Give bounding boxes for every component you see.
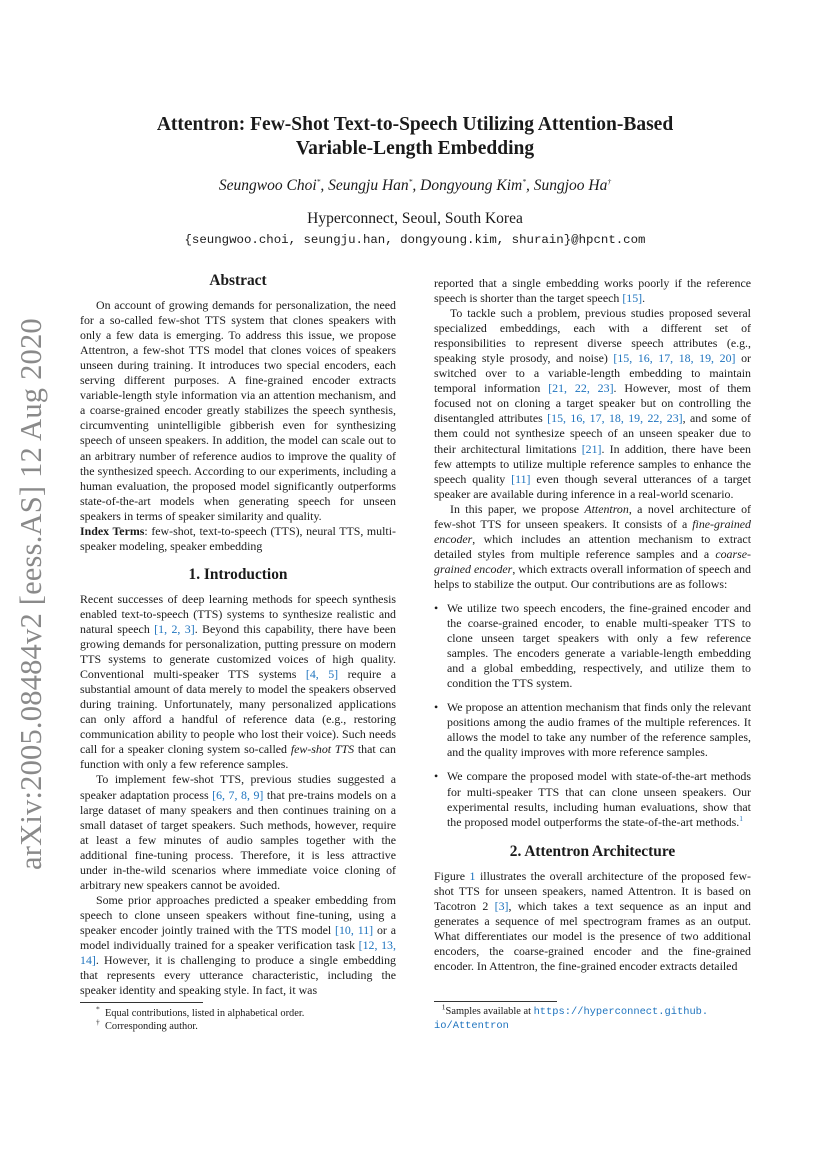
text-run: illustrates the overall architecture of the proposed few-shot TTS for unseen speakers, named Attentron. It is based on Tacotron 2 — [434, 868, 751, 913]
author-3: Dongyoung Kim — [420, 177, 523, 194]
citation-link[interactable]: [21] — [581, 441, 602, 456]
footnote-equal-contribution — [96, 1004, 305, 1020]
architecture-paragraph-1 — [434, 869, 751, 974]
citation-link[interactable]: [15, 16, 17, 18, 19, 20] — [613, 351, 736, 366]
citation-link[interactable]: [6, 7, 8, 9] — [212, 787, 264, 802]
emphasis: Attentron — [584, 501, 629, 516]
arxiv-identifier-stamp — [4, 318, 58, 870]
text-run: . However, it is challenging to produce a single embedding that represents every utterance characteristic, including the speaker identity and speaking style. In fact, it was — [80, 953, 396, 998]
bullet-marker: • — [434, 769, 439, 784]
equal-contribution-mark: * — [408, 176, 413, 186]
samples-url-link[interactable]: io/Attentron — [434, 1020, 509, 1032]
text-run: Figure — [434, 868, 470, 883]
architecture-heading: 2. Attentron Architecture — [509, 842, 676, 860]
footnote-rule-left — [80, 1002, 203, 1003]
text-run: even though several utterances of a target speaker are available during inference in a real-world scenario. — [434, 471, 751, 501]
footnote-text: Corresponding author. — [104, 1021, 198, 1032]
intro-paragraph-3-continued — [434, 276, 751, 306]
footnote-text: Samples available at — [445, 1006, 534, 1017]
citation-link[interactable]: [10, 11] — [335, 922, 374, 937]
figure-link[interactable]: 1 — [469, 868, 476, 883]
citation-link[interactable]: [11] — [511, 471, 531, 486]
footnote-samples — [434, 1002, 752, 1033]
contribution-bullet — [434, 601, 751, 691]
index-terms — [80, 524, 396, 554]
emphasis: few-shot TTS — [290, 742, 355, 757]
text-run: . However, most of them focused not on cloning a target speaker but on controlling the disentangled attributes — [434, 381, 751, 426]
equal-contribution-mark: * — [522, 176, 526, 186]
text-run: , which takes a text sequence as an input and generates a sequence of mel spectrogram frames as an output. What differentiates our model is the presence of two additional encoders, the coarse-grained encoder and the fine-grained encoder. In Attentron, the fine-grained encoder extracts detailed — [434, 898, 752, 973]
author-4: Sungjoo Ha — [533, 177, 608, 194]
intro-paragraph-3 — [80, 893, 396, 998]
emphasis: fine-grained encoder — [434, 516, 751, 546]
index-terms-label: Index Terms — [80, 523, 145, 538]
affiliation: Hyperconnect, Seoul, South Korea — [307, 210, 523, 227]
text-run: reported that a single embedding works poorly if the reference speech is shorter than the target speech — [434, 276, 751, 306]
samples-url-link[interactable]: https://hyperconnect.github. — [533, 1006, 709, 1018]
text-run: require a substantial amount of data merely to model the speakers observed during training. Unfortunately, many personalized applications can only afford a handful of reference data (e.g., restoring communication ability to people who lost their voice). Such needs call for a speaker cloning system so-called — [80, 667, 396, 757]
citation-link[interactable]: [1, 2, 3] — [154, 621, 195, 636]
intro-paragraph-5 — [434, 502, 751, 592]
citation-link[interactable]: [4, 5] — [305, 667, 339, 682]
contribution-bullet — [434, 769, 751, 829]
bullet-marker: • — [434, 700, 439, 715]
footnote-link[interactable]: 1 — [739, 813, 743, 823]
citation-link[interactable]: [21, 22, 23] — [548, 381, 614, 396]
intro-paragraph-2 — [80, 772, 396, 892]
arxiv-id-text: arXiv:2005.08484v2 [eess.AS] 12 Aug 2020 — [14, 318, 48, 870]
text-run: that can function with only a few reference samples. — [80, 742, 397, 772]
citation-link[interactable]: [3] — [494, 898, 509, 913]
footnote-mark: † — [96, 1017, 100, 1027]
text-run: , which includes an attention mechanism to extract detailed styles from multiple reference samples and a — [434, 531, 751, 561]
footnote-rule-right — [434, 1001, 557, 1002]
emphasis: coarse-grained encoder — [434, 546, 751, 576]
citation-link[interactable]: [12, 13, 14] — [80, 937, 396, 968]
paper-title — [80, 113, 750, 161]
author-emails: {seungwoo.choi, seungju.han, dongyoung.kim, shurain}@hpcnt.com — [184, 233, 646, 247]
author-list: Seungwoo Choi*, Seungju Han*, Dongyoung Kim*, Sungjoo Ha† — [218, 176, 612, 194]
footnote-corresponding-author — [96, 1017, 198, 1033]
footnote-mark: 1 — [441, 1002, 446, 1012]
author-1: Seungwoo Choi — [218, 177, 317, 194]
corresponding-author-mark: † — [607, 176, 612, 186]
text-run: or a model individually trained for a speaker verification task — [80, 922, 396, 952]
bullet-text: We compare the proposed model with state-of-the-art methods for multi-speaker TTS that can clone unseen speakers. Our experimental results, including human evaluations, show that the proposed model outperforms the state-of-the-art methods. — [447, 769, 751, 829]
bullet-marker: • — [434, 600, 439, 615]
text-run: , and some of them could not synthesize speech of an unseen speaker due to their architectural limitations — [434, 411, 751, 456]
text-run: that pre-trains models on a large dataset of many speakers and then continues training on a small dataset of target speakers. Such methods, however, require at least a few minutes of audio samples together with the additional fine-tuning process. Therefore, it is less attractive under in-the-wild scenarios where immediate voice cloning of arbitrary new speakers cannot be avoided. — [80, 787, 396, 892]
title-line-1: Attentron: Few-Shot Text-to-Speech Utilizing Attention-Based — [156, 114, 674, 135]
text-run: Recent successes of deep learning methods for speech synthesis enabled text-to-speech (TTS) systems to synthesize realistic and natural speech — [80, 591, 396, 636]
text-run: To tackle such a problem, previous studies proposed several specialized embeddings, each with a different set of responsibilities to represent diverse speech attributes (e.g., speaking style prosody, and noise) — [434, 306, 751, 366]
text-run: or switched over to a variable-length embedding to maintain temporal information — [434, 351, 751, 396]
bullet-text: We utilize two speech encoders, the fine-grained encoder and the coarse-grained encoder, to enable multi-speaker TTS to clone unseen target speakers with only a few reference samples. The encoders generate a variable-length embedding and a global embedding, respectively, and utilize them to condition the TTS system. — [447, 600, 751, 691]
intro-paragraph-4 — [434, 306, 751, 502]
text-run: . — [642, 291, 646, 306]
author-2: Seungju Han — [328, 177, 409, 194]
abstract-heading: Abstract — [209, 272, 267, 289]
citation-link[interactable]: [15] — [622, 291, 643, 306]
footnote-text: Equal contributions, listed in alphabetical order. — [104, 1008, 305, 1019]
text-run: . In addition, there have been few attempts to utilize multiple reference samples to enhance the speech quality — [434, 441, 751, 486]
title-line-2: Variable-Length Embedding — [295, 138, 535, 159]
citation-link[interactable]: [15, 16, 17, 18, 19, 22, 23] — [547, 411, 683, 426]
index-terms-text: : few-shot, text-to-speech (TTS), neural TTS, multi-speaker modeling, speaker embedding — [80, 523, 396, 553]
text-run: , a novel architecture of few-shot TTS for unseen speakers. It consists of a — [434, 501, 751, 531]
intro-paragraph-1 — [80, 592, 396, 773]
introduction-heading: 1. Introduction — [188, 565, 288, 583]
text-run: , which extracts overall information of speech and helps to stabilize the output. Our contributions are as follows: — [434, 561, 752, 591]
text-run: . Beyond this capability, there have been growing demands for personalization, putting pressure on modern TTS systems to generate customized voices of high quality. Conventional multi-speaker TTS systems — [80, 621, 396, 682]
footnote-mark: * — [96, 1004, 100, 1014]
text-run: To implement few-shot TTS, previous studies suggested a speaker adaptation process — [80, 772, 396, 802]
contribution-bullet — [434, 700, 751, 760]
equal-contribution-mark: * — [316, 176, 321, 186]
text-run: Some prior approaches predicted a speaker embedding from speech to clone unseen speakers without fine-tuning, using a speaker encoder jointly trained with the TTS model — [80, 892, 396, 937]
left-column — [80, 273, 396, 998]
right-column — [434, 276, 751, 974]
bullet-text: We propose an attention mechanism that finds only the relevant positions among the audio frames of the multiple references. It allows the model to take any number of the reference samples, and the quality improves with more reference samples. — [447, 700, 751, 760]
abstract-body: On account of growing demands for personalization, the need for a so-called few-shot TTS system that clones speakers with only a few data is emerging. To address this issue, we propose Attentron, a few-shot TTS model that clones voices of speakers unseen during training. It introduces two special encoders, each serving different purposes. A fine-grained encoder extracts variable-length style information via an attention mechanism, and a coarse-grained encoder greatly stabilizes the speech synthesis, circumventing unintelligible gibberish even for synthesizing speech of unseen speakers. In addition, the model can scale out to an arbitrary number of reference audios to improve the quality of the synthesized speech. According to our experiments, including a human evaluation, the proposed model significantly outperforms state-of-the-art models when generating speech for unseen speakers in terms of speaker similarity and quality. — [80, 298, 396, 523]
text-run: In this paper, we propose — [450, 501, 585, 516]
